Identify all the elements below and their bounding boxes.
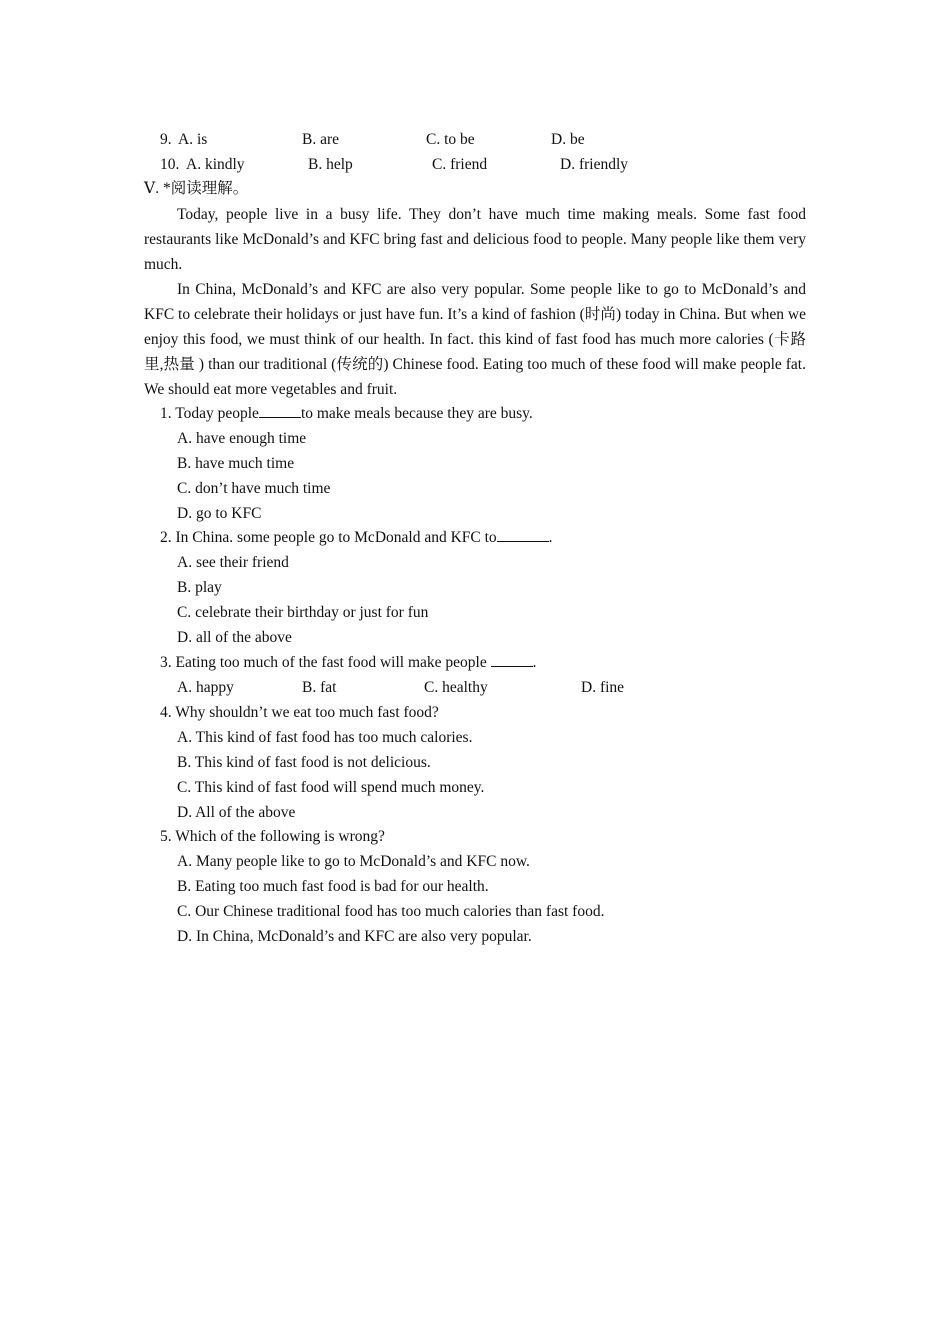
question-3-option-d: D. fine bbox=[581, 679, 625, 696]
question-2-option: B. play bbox=[177, 579, 222, 596]
question-3-option-c: C. healthy bbox=[424, 679, 488, 696]
passage-paragraph-2: In China, McDonald’s and KFC are also very popular. Some people like to go to McDonald’s and KFC to celebrate their holidays or just have fun. It’s a kind of fashion (时尚) today in China. But when we enjoy this food, we must think of our health. In fact. this kind of fast food has much more calories (卡路里,热量 ) than our traditional (传统的) Chinese food. Eating too much of these food will make people fat. We should eat more vegetables and fruit. bbox=[144, 281, 806, 398]
question-3-option-b: B. fat bbox=[302, 679, 337, 696]
question-1-option: B. have much time bbox=[177, 455, 295, 472]
question-4-option: A. This kind of fast food has too much calories. bbox=[177, 729, 473, 746]
question-1-stem-end: to make meals because they are busy. bbox=[300, 405, 533, 422]
question-1-option: D. go to KFC bbox=[177, 505, 262, 522]
q9-option-d: D. be bbox=[551, 131, 585, 148]
question-1-stem bbox=[160, 404, 533, 424]
question-1-option: A. have enough time bbox=[177, 430, 307, 447]
q10-option-d: D. friendly bbox=[560, 156, 629, 173]
q10-option-a: A. kindly bbox=[186, 156, 245, 173]
question-2-stem-end: . bbox=[548, 529, 553, 546]
question-1-option: C. don’t have much time bbox=[177, 480, 331, 497]
answer-blank bbox=[491, 653, 533, 667]
question-2-stem-start: 2. In China. some people go to McDonald and KFC to bbox=[160, 529, 497, 546]
question-5-option: B. Eating too much fast food is bad for our health. bbox=[177, 878, 489, 895]
question-5-option: A. Many people like to go to McDonald’s and KFC now. bbox=[177, 853, 530, 870]
q9-number: 9. bbox=[160, 131, 172, 148]
question-2-option: C. celebrate their birthday or just for fun bbox=[177, 604, 429, 621]
question-4-stem: 4. Why shouldn’t we eat too much fast food? bbox=[160, 704, 439, 721]
q9-option-c: C. to be bbox=[426, 131, 475, 148]
answer-blank bbox=[497, 528, 549, 542]
question-3-option-a: A. happy bbox=[177, 679, 234, 696]
passage-paragraph-1: Today, people live in a busy life. They don’t have much time making meals. Some fast food restaurants like McDonald’s and KFC bring fast and delicious food to people. Many people like them very much. bbox=[144, 206, 806, 273]
question-5-option: C. Our Chinese traditional food has too much calories than fast food. bbox=[177, 903, 605, 920]
question-4-option: C. This kind of fast food will spend much money. bbox=[177, 779, 485, 796]
question-2-stem bbox=[160, 528, 553, 548]
section-title: Ⅴ. *阅读理解。 bbox=[144, 180, 249, 197]
question-5-option: D. In China, McDonald’s and KFC are also very popular. bbox=[177, 928, 532, 945]
q9-option-a: A. is bbox=[178, 131, 208, 148]
question-3-stem bbox=[160, 653, 536, 673]
question-2-option: D. all of the above bbox=[177, 629, 292, 646]
question-1-stem-start: 1. Today people bbox=[160, 405, 259, 422]
question-5-stem: 5. Which of the following is wrong? bbox=[160, 828, 385, 845]
q9-option-b: B. are bbox=[302, 131, 340, 148]
q10-option-c: C. friend bbox=[432, 156, 488, 173]
question-4-option: B. This kind of fast food is not delicious. bbox=[177, 754, 431, 771]
q10-option-b: B. help bbox=[308, 156, 353, 173]
answer-blank bbox=[259, 404, 301, 418]
q10-number: 10. bbox=[160, 156, 180, 173]
question-3-stem-start: 3. Eating too much of the fast food will make people bbox=[160, 654, 491, 671]
question-4-option: D. All of the above bbox=[177, 804, 296, 821]
question-2-option: A. see their friend bbox=[177, 554, 289, 571]
question-3-stem-end: . bbox=[532, 654, 537, 671]
